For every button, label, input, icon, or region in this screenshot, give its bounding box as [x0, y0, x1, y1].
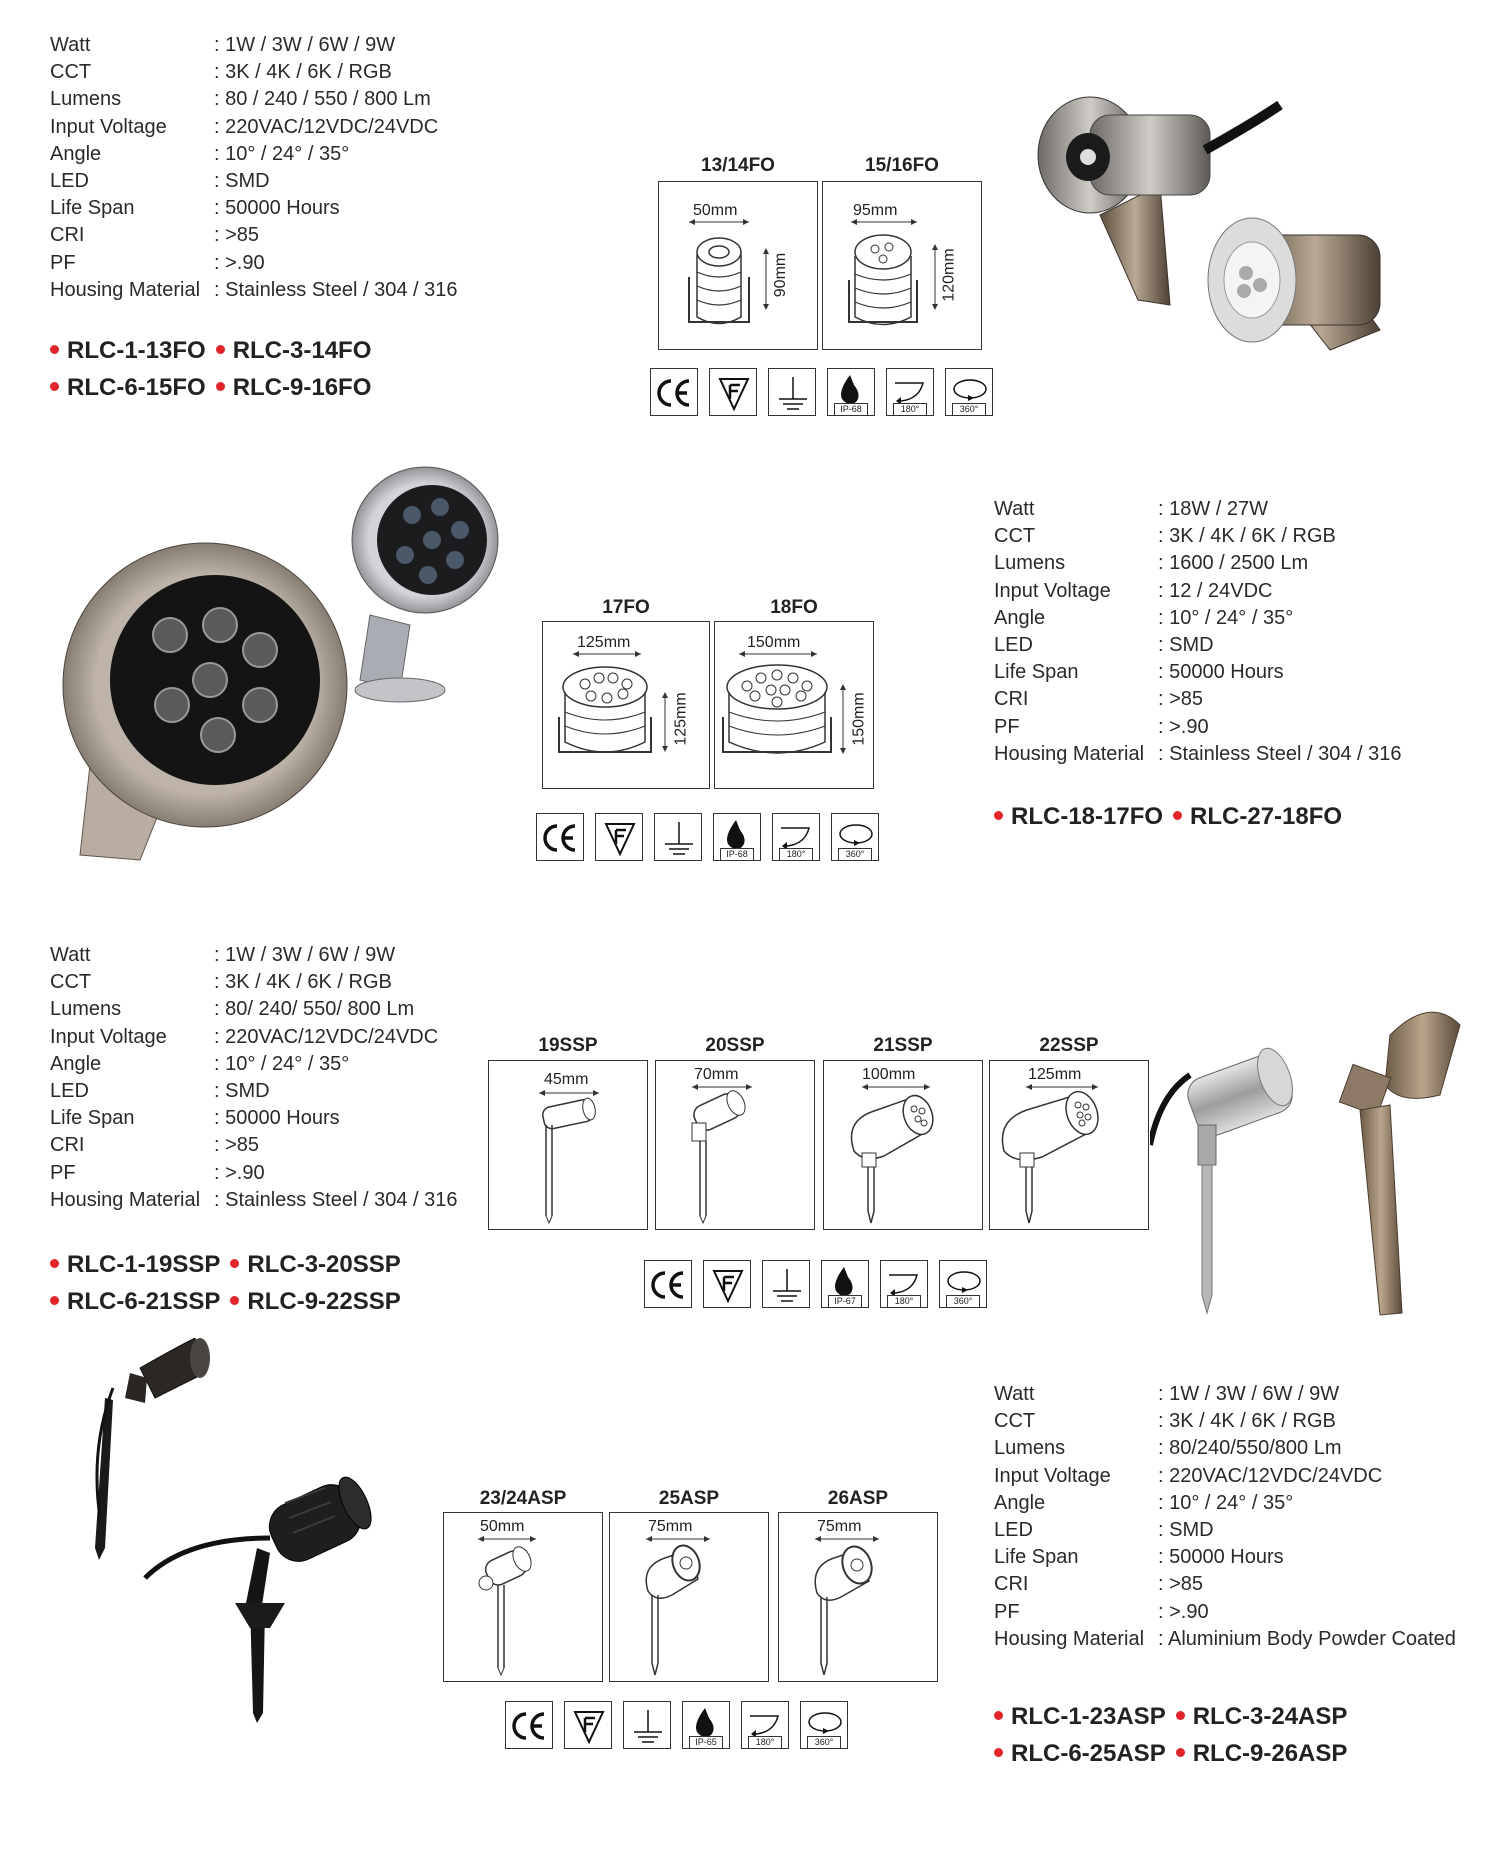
spec-value: : 1W / 3W / 6W / 9W — [1158, 1383, 1340, 1405]
spec-key: Life Span — [994, 1546, 1079, 1569]
ground-earth-icon — [654, 813, 702, 861]
ground-earth-icon — [623, 1701, 671, 1749]
dimension-drawing-18fo — [714, 621, 874, 789]
width-dimension: 125mm — [577, 634, 631, 651]
model-list-3 — [48, 1246, 401, 1320]
rotation-180-icon — [886, 368, 934, 416]
spec-key: LED — [994, 634, 1033, 657]
spec-value: : 220VAC/12VDC/24VDC — [214, 1025, 439, 1048]
icon-caption: 180° — [893, 403, 927, 415]
spec-row — [994, 1408, 1456, 1435]
spec-list-3 — [50, 942, 458, 1214]
ground-earth-icon — [768, 368, 816, 416]
model-line — [48, 332, 371, 369]
spec-row — [50, 996, 458, 1023]
product-photo-stainless-spotlights — [1020, 95, 1440, 405]
spec-value: : 50000 Hours — [1158, 1546, 1284, 1569]
spec-key: Input Voltage — [994, 1464, 1111, 1487]
spec-row — [994, 578, 1402, 605]
spec-row — [994, 1463, 1456, 1490]
spec-list-2 — [994, 496, 1402, 768]
ce-mark-icon — [536, 813, 584, 861]
spec-row — [994, 659, 1402, 686]
dimension-drawing-15-16fo — [822, 181, 982, 350]
fixture-outline-drawing — [656, 1061, 816, 1231]
spec-key: Housing Material — [50, 278, 201, 301]
spec-value: : 50000 Hours — [214, 1107, 340, 1130]
spec-value: : 10° / 24° / 35° — [1158, 1491, 1294, 1514]
icon-caption: 180° — [779, 848, 813, 860]
spec-value: : SMD — [214, 1080, 270, 1103]
model-code: RLC-3-14FO — [232, 337, 372, 364]
dimension-drawing-22ssp — [989, 1060, 1149, 1230]
ce-mark-icon — [650, 368, 698, 416]
certification-icons-3 — [644, 1260, 998, 1308]
spec-key: Lumens — [50, 88, 122, 111]
spec-row — [50, 1160, 458, 1187]
spec-value: : 3K / 4K / 6K / RGB — [1158, 525, 1336, 548]
spec-value: : >85 — [1158, 688, 1204, 711]
spec-value: : SMD — [1158, 634, 1214, 657]
f-mark-icon — [709, 368, 757, 416]
bullet-dot-icon — [50, 1259, 59, 1268]
width-dimension: 100mm — [862, 1066, 916, 1083]
bullet-dot-icon — [1173, 811, 1182, 820]
spec-row — [50, 1051, 458, 1078]
fixture-outline-drawing — [824, 1061, 984, 1231]
spec-row — [994, 1599, 1456, 1626]
spec-value: : >.90 — [214, 1161, 265, 1184]
spec-key: Life Span — [50, 1107, 135, 1130]
spec-key: Angle — [994, 606, 1046, 629]
spec-list-4 — [994, 1381, 1456, 1653]
fixture-outline-drawing — [779, 1513, 939, 1683]
spec-row — [50, 1024, 458, 1051]
spec-value: : 220VAC/12VDC/24VDC — [1158, 1464, 1383, 1487]
drawing-label: 23/24ASP — [479, 1488, 567, 1509]
spec-key: PF — [994, 1600, 1020, 1623]
width-dimension: 75mm — [817, 1518, 862, 1535]
bullet-dot-icon — [216, 345, 225, 354]
spec-row — [994, 1517, 1456, 1544]
model-line — [48, 1283, 401, 1320]
spec-value: : 1W / 3W / 6W / 9W — [214, 944, 396, 966]
product-photo-underwater-lights — [60, 465, 500, 875]
bullet-dot-icon — [50, 345, 59, 354]
icon-caption: 180° — [748, 1736, 782, 1748]
icon-caption: IP-68 — [834, 403, 868, 415]
bullet-dot-icon — [50, 382, 59, 391]
spec-key: CCT — [50, 971, 92, 994]
spec-key: CRI — [50, 1134, 85, 1157]
width-dimension: 50mm — [693, 202, 738, 219]
spec-value: : 80/240/550/800 Lm — [1158, 1437, 1342, 1460]
model-code: RLC-1-19SSP — [67, 1251, 221, 1278]
drawing-label: 22SSP — [1039, 1035, 1099, 1056]
spec-row — [994, 605, 1402, 632]
height-dimension: 90mm — [772, 252, 790, 298]
spec-value: : 1600 / 2500 Lm — [1158, 552, 1309, 575]
spec-key: LED — [50, 1080, 89, 1103]
ce-mark-icon — [644, 1260, 692, 1308]
spec-row — [994, 496, 1402, 523]
spec-key: Input Voltage — [50, 115, 167, 138]
icon-caption: 360° — [952, 403, 986, 415]
drawing-label: 26ASP — [827, 1488, 889, 1509]
bullet-dot-icon — [230, 1296, 239, 1305]
rotation-360-icon — [831, 813, 879, 861]
width-dimension: 125mm — [1028, 1066, 1082, 1083]
rotation-360-icon — [945, 368, 993, 416]
bullet-dot-icon — [216, 382, 225, 391]
spec-row — [994, 1571, 1456, 1598]
spec-value: : >.90 — [1158, 1600, 1209, 1623]
spec-value: : 10° / 24° / 35° — [214, 142, 350, 165]
spec-row — [994, 1490, 1456, 1517]
drawing-label: 19SSP — [538, 1035, 598, 1056]
spec-key: Angle — [994, 1491, 1046, 1514]
spec-list-1 — [50, 32, 458, 304]
spec-key: Watt — [994, 1383, 1035, 1405]
model-code: RLC-6-21SSP — [67, 1288, 221, 1315]
drawing-label: 21SSP — [873, 1035, 933, 1056]
certification-icons-2 — [536, 813, 890, 861]
drawing-label: 17FO — [602, 597, 650, 618]
spec-row — [994, 1381, 1456, 1408]
spec-value: : Stainless Steel / 304 / 316 — [214, 278, 458, 301]
spec-value: : >85 — [214, 224, 260, 247]
spec-row — [50, 1105, 458, 1132]
spec-row — [994, 523, 1402, 550]
model-list-1 — [48, 332, 371, 406]
rotation-360-icon — [939, 1260, 987, 1308]
spec-key: PF — [994, 715, 1020, 738]
spec-key: CCT — [994, 525, 1036, 548]
spec-row — [50, 1132, 458, 1159]
spec-key: CCT — [994, 1410, 1036, 1433]
width-dimension: 150mm — [747, 634, 801, 651]
spec-value: : 1W / 3W / 6W / 9W — [214, 34, 396, 56]
rotation-180-icon — [772, 813, 820, 861]
waterproof-drop-icon — [827, 368, 875, 416]
spec-key: Input Voltage — [994, 579, 1111, 602]
spec-row — [50, 59, 458, 86]
icon-caption: 360° — [807, 1736, 841, 1748]
spec-value: : 12 / 24VDC — [1158, 579, 1273, 602]
spec-row — [50, 195, 458, 222]
rotation-180-icon — [741, 1701, 789, 1749]
product-photo-spike-spotlights — [1150, 995, 1470, 1325]
spec-value: : Aluminium Body Powder Coated — [1158, 1627, 1456, 1650]
spec-value: : >85 — [214, 1134, 260, 1157]
height-dimension: 120mm — [940, 248, 958, 302]
icon-caption: 180° — [887, 1295, 921, 1307]
ground-earth-icon — [762, 1260, 810, 1308]
model-line — [48, 1246, 401, 1283]
model-code: RLC-1-13FO — [67, 337, 206, 364]
spec-value: : 10° / 24° / 35° — [214, 1052, 350, 1075]
spec-value: : Stainless Steel / 304 / 316 — [214, 1188, 458, 1211]
model-code: RLC-3-20SSP — [247, 1251, 401, 1278]
spec-value: : 80 / 240 / 550 / 800 Lm — [214, 88, 431, 111]
fixture-outline-drawing — [610, 1513, 770, 1683]
spec-key: Lumens — [50, 998, 122, 1021]
dimension-drawing-20ssp — [655, 1060, 815, 1230]
bullet-dot-icon — [994, 1711, 1003, 1720]
bullet-dot-icon — [230, 1259, 239, 1268]
width-dimension: 75mm — [648, 1518, 693, 1535]
bullet-dot-icon — [994, 811, 1003, 820]
spec-row — [50, 969, 458, 996]
spec-value: : 3K / 4K / 6K / RGB — [214, 971, 392, 994]
spec-key: CRI — [994, 1573, 1029, 1596]
model-line — [992, 1735, 1347, 1772]
spec-row — [50, 1187, 458, 1214]
spec-row — [50, 114, 458, 141]
spec-row — [994, 686, 1402, 713]
waterproof-drop-icon — [713, 813, 761, 861]
spec-key: LED — [50, 170, 89, 193]
model-code: RLC-27-18FO — [1190, 803, 1343, 830]
f-mark-icon — [703, 1260, 751, 1308]
rotation-360-icon — [800, 1701, 848, 1749]
spec-row — [994, 1435, 1456, 1462]
icon-caption: 360° — [946, 1295, 980, 1307]
spec-row — [50, 86, 458, 113]
width-dimension: 45mm — [544, 1071, 589, 1088]
spec-row — [50, 250, 458, 277]
icon-caption: IP-67 — [828, 1295, 862, 1307]
model-line — [992, 1698, 1347, 1735]
spec-key: Housing Material — [50, 1188, 201, 1211]
dimension-drawing-19ssp — [488, 1060, 648, 1230]
spec-row — [50, 1078, 458, 1105]
bullet-dot-icon — [994, 1748, 1003, 1757]
spec-row — [994, 632, 1402, 659]
spec-key: PF — [50, 1161, 76, 1184]
model-code: RLC-9-22SSP — [247, 1288, 401, 1315]
spec-key: Housing Material — [994, 1627, 1145, 1650]
dimension-drawing-13-14fo — [658, 181, 818, 350]
bullet-dot-icon — [50, 1296, 59, 1305]
ce-mark-icon — [505, 1701, 553, 1749]
model-line — [992, 798, 1342, 835]
drawing-label: 18FO — [770, 597, 818, 618]
spec-key: CRI — [50, 224, 85, 247]
dimension-drawing-25asp — [609, 1512, 769, 1682]
waterproof-drop-icon — [821, 1260, 869, 1308]
spec-key: Input Voltage — [50, 1025, 167, 1048]
spec-row — [994, 550, 1402, 577]
dimension-drawing-21ssp — [823, 1060, 983, 1230]
height-dimension: 125mm — [672, 692, 690, 746]
model-code: RLC-6-15FO — [67, 374, 206, 401]
dimension-drawing-23-24asp — [443, 1512, 603, 1682]
width-dimension: 50mm — [480, 1518, 525, 1535]
spec-row — [994, 1626, 1456, 1653]
spec-key: CCT — [50, 61, 92, 84]
fixture-outline-drawing — [659, 182, 819, 351]
spec-key: Angle — [50, 142, 102, 165]
model-list-4 — [992, 1698, 1347, 1772]
spec-value: : SMD — [214, 170, 270, 193]
spec-value: : 80/ 240/ 550/ 800 Lm — [214, 998, 415, 1021]
spec-value: : 10° / 24° / 35° — [1158, 606, 1294, 629]
f-mark-icon — [595, 813, 643, 861]
spec-value: : >85 — [1158, 1573, 1204, 1596]
spec-key: PF — [50, 251, 76, 274]
spec-value: : 50000 Hours — [1158, 661, 1284, 684]
width-dimension: 95mm — [853, 202, 898, 219]
drawing-label: 15/16FO — [865, 155, 939, 176]
spec-row — [994, 1544, 1456, 1571]
fixture-outline-drawing — [990, 1061, 1150, 1231]
certification-icons-4 — [505, 1701, 859, 1749]
width-dimension: 70mm — [694, 1066, 739, 1083]
spec-value: : 3K / 4K / 6K / RGB — [214, 61, 392, 84]
height-dimension: 150mm — [850, 692, 868, 746]
drawing-label: 25ASP — [658, 1488, 720, 1509]
spec-row — [50, 32, 458, 59]
bullet-dot-icon — [1176, 1748, 1185, 1757]
spec-key: Watt — [50, 34, 91, 56]
spec-value: : 3K / 4K / 6K / RGB — [1158, 1410, 1336, 1433]
fixture-outline-drawing — [444, 1513, 604, 1683]
spec-key: CRI — [994, 688, 1029, 711]
rotation-180-icon — [880, 1260, 928, 1308]
spec-key: Life Span — [50, 197, 135, 220]
model-code: RLC-3-24ASP — [1192, 1703, 1348, 1730]
model-code: RLC-6-25ASP — [1011, 1740, 1166, 1767]
dimension-drawing-26asp — [778, 1512, 938, 1682]
spec-key: Lumens — [994, 552, 1066, 575]
spec-key: Life Span — [994, 661, 1079, 684]
f-mark-icon — [564, 1701, 612, 1749]
model-code: RLC-9-16FO — [232, 374, 372, 401]
spec-row — [50, 168, 458, 195]
icon-caption: IP-68 — [720, 848, 754, 860]
spec-key: Angle — [50, 1052, 102, 1075]
spec-row — [50, 277, 458, 304]
spec-value: : >.90 — [1158, 715, 1209, 738]
spec-value: : Stainless Steel / 304 / 316 — [1158, 742, 1402, 765]
spec-value: : 220VAC/12VDC/24VDC — [214, 115, 439, 138]
spec-row — [50, 141, 458, 168]
model-code: RLC-9-26ASP — [1192, 1740, 1348, 1767]
spec-row — [50, 222, 458, 249]
certification-icons-1 — [650, 368, 1004, 416]
drawing-label: 13/14FO — [701, 155, 775, 176]
model-list-2 — [992, 798, 1342, 835]
bullet-dot-icon — [1176, 1711, 1185, 1720]
model-line — [48, 369, 371, 406]
spec-value: : >.90 — [214, 251, 265, 274]
spec-key: Housing Material — [994, 742, 1145, 765]
spec-value: : SMD — [1158, 1519, 1214, 1542]
icon-caption: 360° — [838, 848, 872, 860]
spec-key: LED — [994, 1519, 1033, 1542]
waterproof-drop-icon — [682, 1701, 730, 1749]
drawing-label: 20SSP — [705, 1035, 765, 1056]
spec-row — [50, 942, 458, 969]
spec-key: Watt — [994, 498, 1035, 520]
spec-row — [994, 741, 1402, 768]
spec-row — [994, 714, 1402, 741]
model-code: RLC-1-23ASP — [1011, 1703, 1166, 1730]
icon-caption: IP-65 — [689, 1736, 723, 1748]
spec-value: : 50000 Hours — [214, 197, 340, 220]
fixture-outline-drawing — [823, 182, 983, 351]
product-photo-black-spike-lights — [85, 1338, 425, 1728]
dimension-drawing-17fo — [542, 621, 710, 789]
spec-value: : 18W / 27W — [1158, 498, 1269, 520]
spec-key: Lumens — [994, 1437, 1066, 1460]
model-code: RLC-18-17FO — [1011, 803, 1164, 830]
spec-key: Watt — [50, 944, 91, 966]
